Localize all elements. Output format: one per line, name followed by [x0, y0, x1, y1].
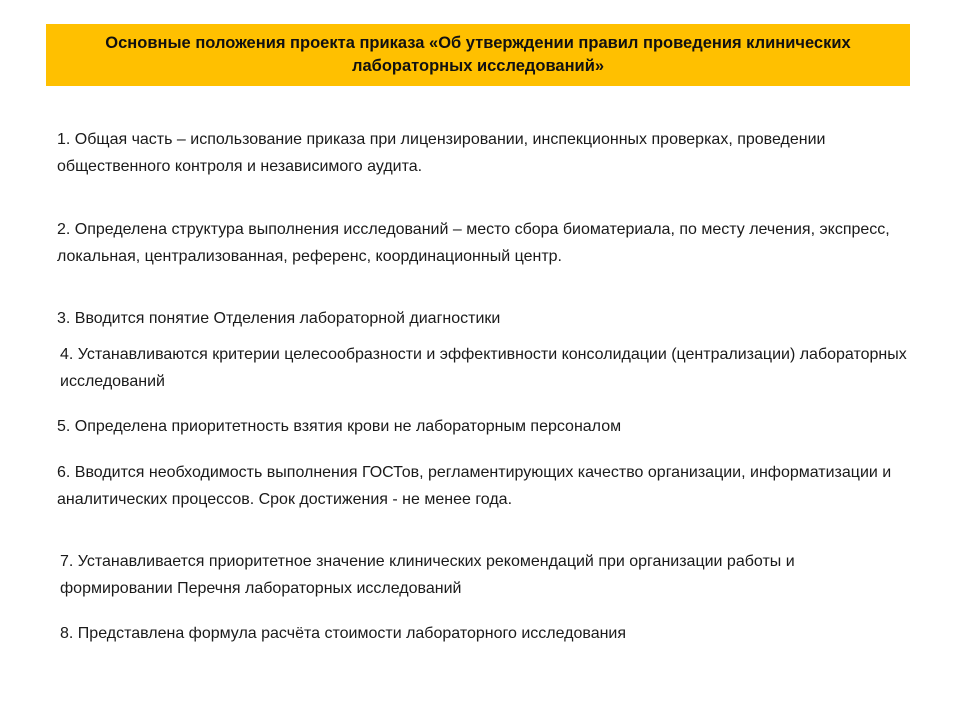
list-item: 7. Устанавливается приоритетное значение клинических рекомендаций при организации работы и формировании Перечня лабораторных исследований [60, 553, 795, 597]
title-banner [46, 24, 910, 86]
list-item: 6. Вводится необходимость выполнения ГОСТов, регламентирующих качество организации, информатизации и аналитических процессов. Срок достижения - не менее года. [57, 464, 892, 508]
list-item: 1. Общая часть – использование приказа при лицензировании, инспекционных проверках, проведении общественного контроля и независимого аудита. [57, 131, 826, 175]
slide-title: Основные положения проекта приказа «Об утверждении правил проведения клинических лабораторных исследований» [105, 34, 851, 75]
list-item: 8. Представлена формула расчёта стоимости лабораторного исследования [60, 625, 627, 642]
list-item: 4. Устанавливаются критерии целесообразности и эффективности консолидации (централизации) лабораторных исследований [60, 346, 907, 390]
list-item: 5. Определена приоритетность взятия крови не лабораторным персоналом [57, 418, 622, 435]
list-item: 2. Определена структура выполнения исследований – место сбора биоматериала, по месту лечения, экспресс, локальная, централизованная, референс, координационный центр. [57, 221, 890, 265]
list-item: 3. Вводится понятие Отделения лабораторной диагностики [57, 310, 501, 327]
